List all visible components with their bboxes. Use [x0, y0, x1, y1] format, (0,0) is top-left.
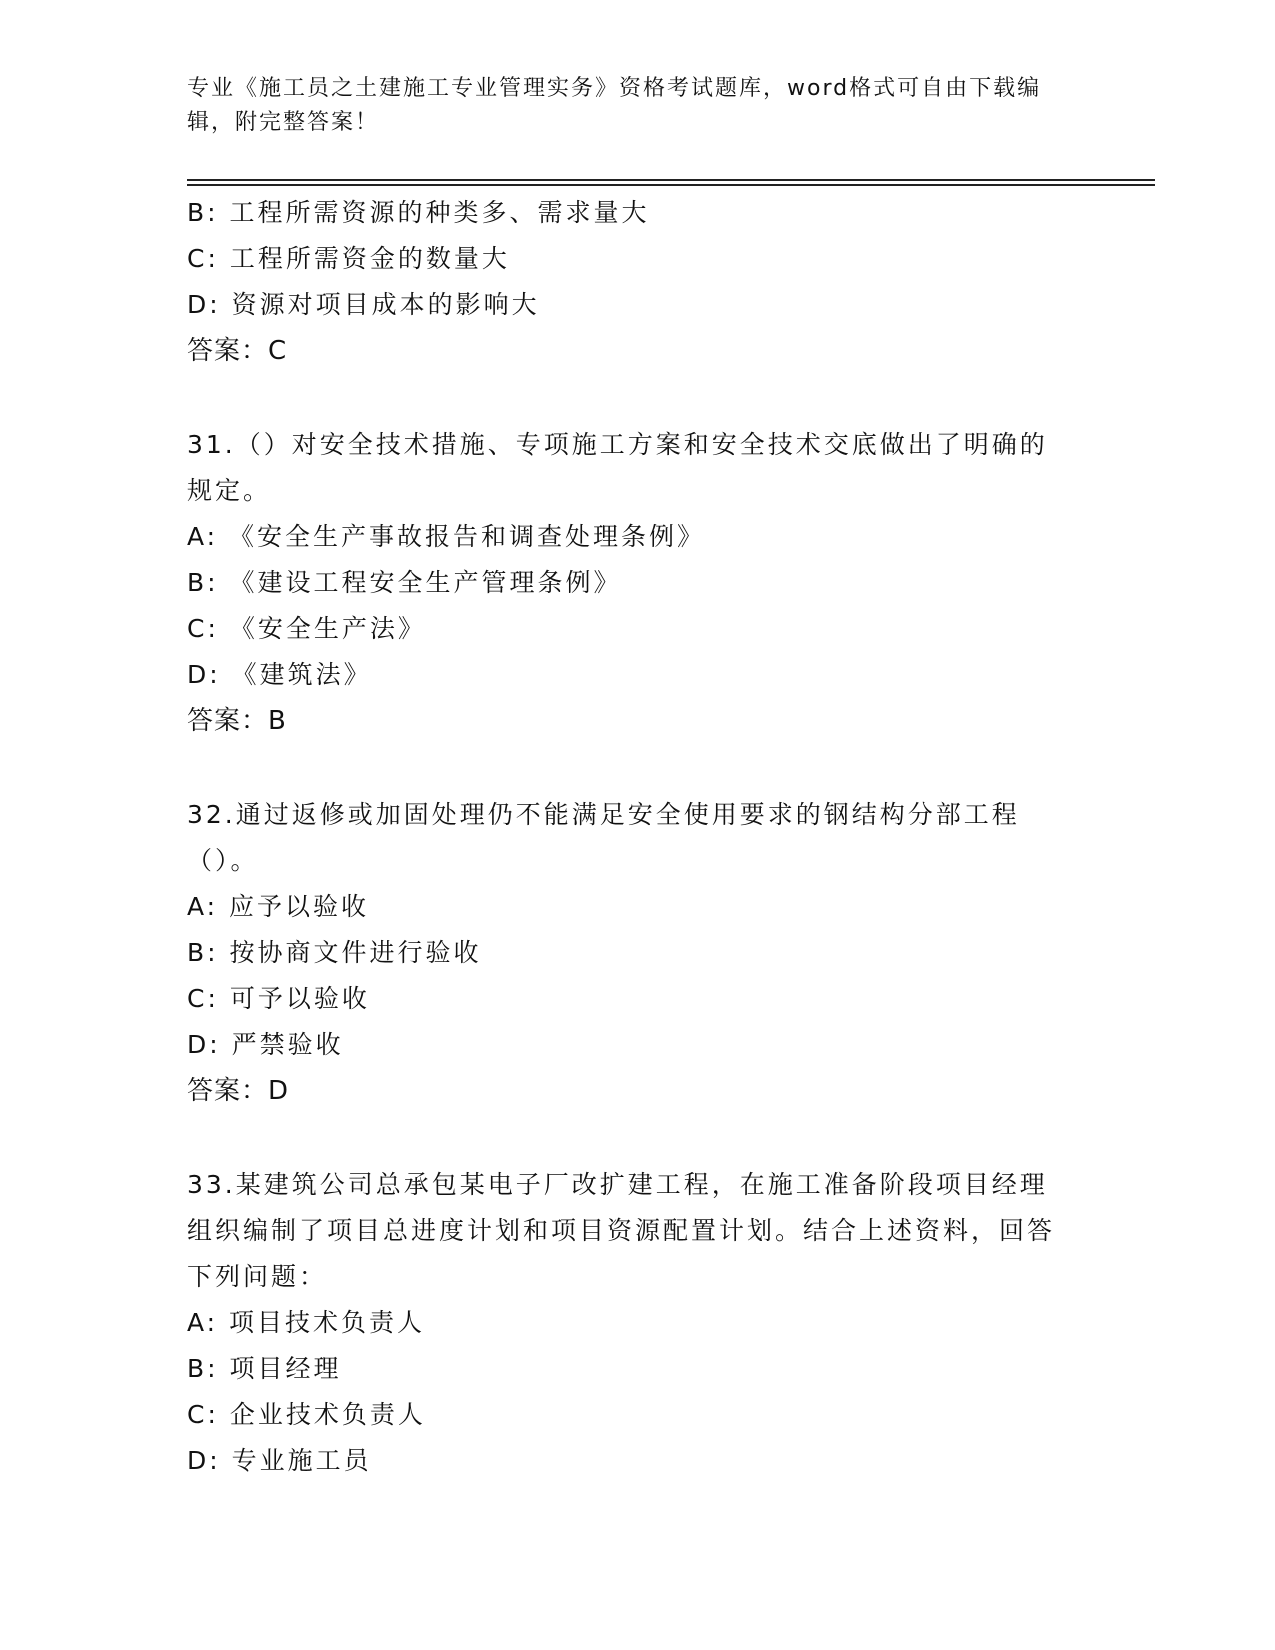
question-content [187, 190, 1087, 1484]
option-c: C: 可予以验收 [187, 984, 370, 1013]
question-text: 31.（）对安全技术措施、专项施工方案和安全技术交底做出了明确的规定。 [187, 430, 1048, 505]
option-d: D: 严禁验收 [187, 1030, 344, 1059]
option-c: C: 《安全生产法》 [187, 614, 426, 643]
question-32 [187, 792, 1087, 1114]
option-b: B: 工程所需资源的种类多、需求量大 [187, 198, 650, 227]
option-b: B: 《建设工程安全生产管理条例》 [187, 568, 622, 597]
option-d: D: 资源对项目成本的影响大 [187, 290, 540, 319]
document-header: 专业《施工员之土建施工专业管理实务》资格考试题库，word格式可自由下载编辑，附完整答案！ [187, 76, 1042, 135]
question-30 [187, 190, 1087, 374]
option-d: D: 专业施工员 [187, 1446, 372, 1475]
option-a: A: 《安全生产事故报告和调查处理条例》 [187, 522, 706, 551]
question-text: 32.通过返修或加固处理仍不能满足安全使用要求的钢结构分部工程（）。 [187, 800, 1020, 875]
answer-line: 答案：D [187, 1076, 290, 1106]
header-rule-bottom [187, 184, 1155, 186]
spacer [187, 744, 1087, 792]
question-text: 33.某建筑公司总承包某电子厂改扩建工程，在施工准备阶段项目经理组织编制了项目总进度计划和项目资源配置计划。结合上述资料，回答下列问题： [187, 1170, 1056, 1291]
spacer [187, 1114, 1087, 1162]
answer-line: 答案：C [187, 336, 288, 366]
option-c: C: 工程所需资金的数量大 [187, 244, 510, 273]
option-d: D: 《建筑法》 [187, 660, 372, 689]
option-b: B: 按协商文件进行验收 [187, 938, 482, 967]
question-33 [187, 1162, 1087, 1484]
header-rule-top [187, 179, 1155, 181]
question-31 [187, 422, 1087, 744]
answer-line: 答案：B [187, 706, 287, 736]
option-c: C: 企业技术负责人 [187, 1400, 426, 1429]
option-a: A: 应予以验收 [187, 892, 370, 921]
option-a: A: 项目技术负责人 [187, 1308, 426, 1337]
option-b: B: 项目经理 [187, 1354, 342, 1383]
spacer [187, 374, 1087, 422]
